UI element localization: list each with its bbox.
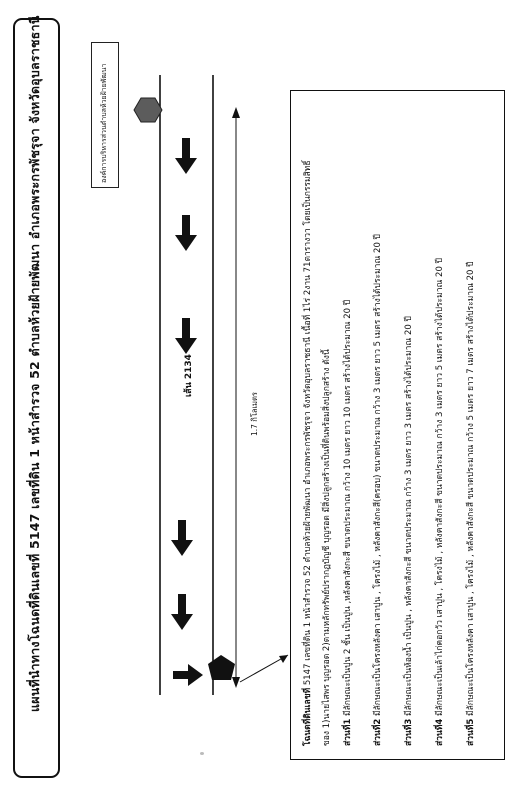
arrow-down-icon: [171, 520, 193, 556]
page-title: แผนที่นำทางโฉนดที่ดินเลขที่ 5147 เลขที่ดิน 1 หน้าสำรวจ 52 ตำบลห้วยฝ้ายพัฒนา อำเภอพระกรพัชรุจา จังหวัดอุบลราชธานี: [27, 15, 42, 712]
info-item-2: [370, 234, 384, 746]
info-item-3-label: ส่วนที่3: [404, 718, 414, 746]
arrow-down-icon: [175, 318, 197, 354]
info-item-5: [463, 261, 477, 746]
info-item-4: [432, 258, 446, 746]
road-label: เส้น 2134: [184, 354, 194, 397]
info-item-3-text: มีลักษณะเป็นห้องน้ำ เป็นปูน , หลังคาสังกะสี ขนาดประมาณ กว้าง 3 เมตร ยาว 3 เมตร สร้างได้ประมาณ 20 ปี: [404, 316, 414, 716]
arrow-right-icon: [173, 664, 203, 686]
hexagon-icon: [134, 98, 162, 122]
info-item-2-text: มีลักษณะเป็นโครงหลังคา เสาปูน , โครงไม้ , หลังคาสังกะสี(ครอบ) ขนาดประมาณ กว้าง 3 เมตร ยาว 5 เมตร สร้างได้ประมาณ 20 ปี: [373, 234, 383, 716]
scan-speck: [200, 752, 204, 755]
pentagon-icon: [208, 655, 235, 680]
info-item-2-label: ส่วนที่2: [373, 718, 383, 746]
info-item-1: [340, 300, 354, 746]
org-label: องค์การบริหารส่วนตำบลห้วยฝ้ายพัฒนา: [100, 63, 108, 183]
info-line1-text: 5147 เลขที่ดิน 1 หน้าสำรวจ 52 ตำบลห้วยฝ้ายพัฒนา อำเภอพระกรพัชรุจา จังหวัดอุบลราชธานี เนื้อที่ 1ไร่ 2งาน 71ตารางวา โดยเป็นกรรมสิทธิ์: [303, 160, 313, 686]
arrow-down-icon: [175, 138, 197, 174]
arrow-down-icon: [171, 594, 193, 630]
info-item-3: [401, 316, 415, 746]
info-item-4-label: ส่วนที่4: [435, 718, 445, 746]
info-item-4-text: มีลักษณะเป็นเล้าไก่คอกวัว เสาปูน , โครงไม้ , หลังคาสังกะสี ขนาดประมาณ กว้าง 3 เมตร ยาว 5 เมตร สร้างได้ประมาณ 20 ปี: [435, 258, 445, 716]
info-line-1: [300, 160, 314, 746]
info-item-1-text: มีลักษณะเป็นปูน 2 ชั้น เป็นปูน ,หลังคาสังกะสี ขนาดประมาณ กว้าง 10 เมตร ยาว 10 เมตร สร้างได้ประมาณ 20 ปี: [343, 299, 353, 716]
distance-arrowhead-top: [232, 107, 240, 118]
info-heading: โฉนดที่ดินเลขที่: [303, 687, 313, 746]
info-line-2: ของ 1)นายไสพร บุญรอด 2)ตามหลักทรัพย์ปรากฏบัญชี บุญรอด มีสิ่งปลูกสร้างเป็นที่ดินพร้อมสิ่งปลูกสร้าง ดังนี้: [322, 349, 332, 746]
info-item-5-label: ส่วนที่5: [466, 718, 476, 746]
arrow-down-icon: [175, 215, 197, 251]
info-item-1-label: ส่วนที่1: [343, 718, 353, 746]
distance-arrowhead-bottom: [232, 677, 240, 688]
info-item-5-text: มีลักษณะเป็นโครงหลังคา เสาปูน , โครงไม้ , หลังคาสังกะสี ขนาดประมาณ กว้าง 5 เมตร ยาว 7 เมตร สร้างได้ประมาณ 20 ปี: [466, 261, 476, 716]
distance-label: 1.7 กิโลเมตร: [250, 392, 259, 436]
